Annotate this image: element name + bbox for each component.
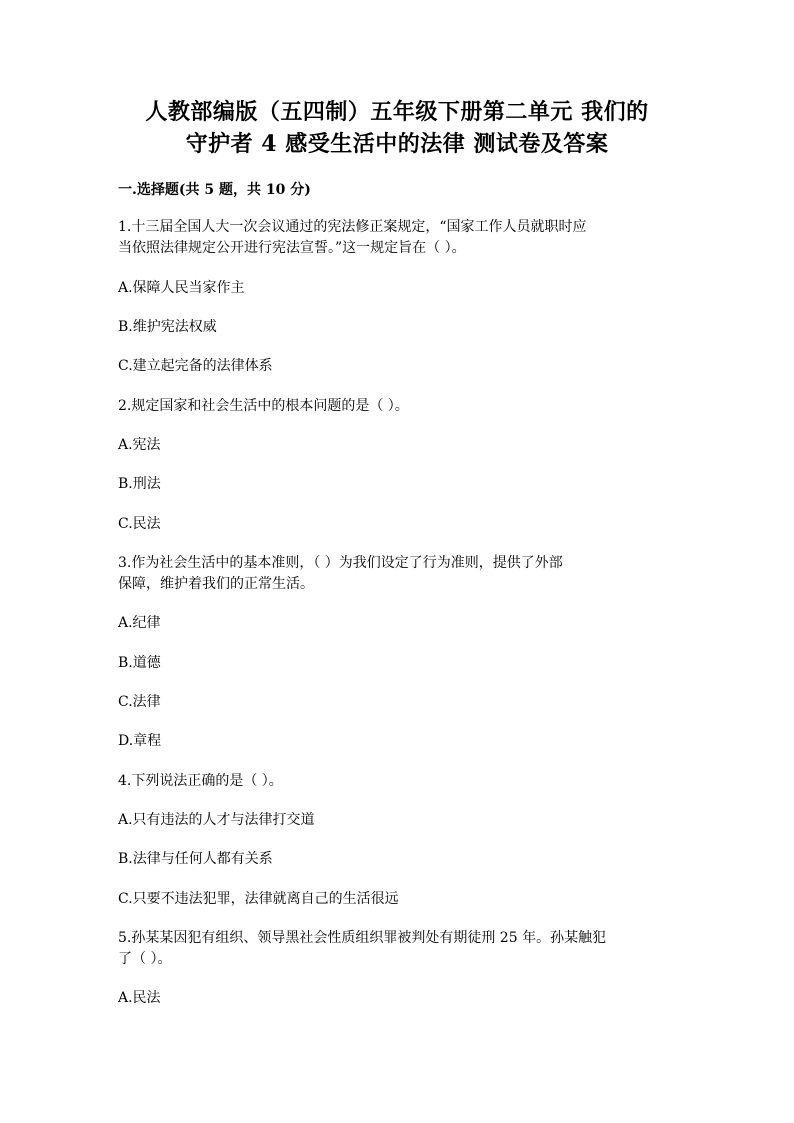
question-5-stem-line-1: 5.孙某某因犯有组织、领导黑社会性质组织罪被判处有期徒刑 25 年。孙某触犯 [118,930,607,946]
question-2-option-a: A.宪法 [118,437,161,453]
question-1-option-c: C.建立起完备的法律体系 [118,358,273,374]
question-3-option-d: D.章程 [118,733,162,749]
question-4-option-c: C.只要不违法犯罪，法律就离自己的生活很远 [118,891,399,907]
question-3-stem-line-2: 保障，维护着我们的正常生活。 [118,576,314,592]
question-1-option-a: A.保障人民当家作主 [118,280,245,296]
question-2-option-c: C.民法 [118,516,161,532]
question-5-option-a: A.民法 [118,990,161,1006]
question-2-option-b: B.刑法 [118,476,161,492]
question-1-stem-line-2: 当依照法律规定公开进行宪法宣誓。”这一规定旨在（ ）。 [118,240,466,256]
question-4-option-b: B.法律与任何人都有关系 [118,851,273,867]
question-3-option-c: C.法律 [118,694,161,710]
question-3-stem-line-1: 3.作为社会生活中的基本准则，（ ）为我们设定了行为准则，提供了外部 [118,555,563,571]
question-4-stem-line-1: 4.下列说法正确的是（ ）。 [118,773,283,789]
question-2-stem-line-1: 2.规定国家和社会生活中的根本问题的是（ ）。 [118,398,409,414]
question-1-option-b: B.维护宪法权威 [118,319,217,335]
question-3-option-b: B.道德 [118,655,161,671]
document-title-line-1: 人教部编版（五四制）五年级下册第二单元 我们的 [145,99,649,125]
question-5-stem-line-2: 了（ ）。 [118,951,172,967]
question-3-option-a: A.纪律 [118,615,161,631]
document-title-line-2: 守护者 4 感受生活中的法律 测试卷及答案 [185,131,609,157]
question-1-stem-line-1: 1.十三届全国人大一次会议通过的宪法修正案规定，“国家工作人员就职时应 [118,219,587,235]
section-heading: 一.选择题(共 5 题，共 10 分) [118,182,311,198]
question-4-option-a: A.只有违法的人才与法律打交道 [118,812,315,828]
